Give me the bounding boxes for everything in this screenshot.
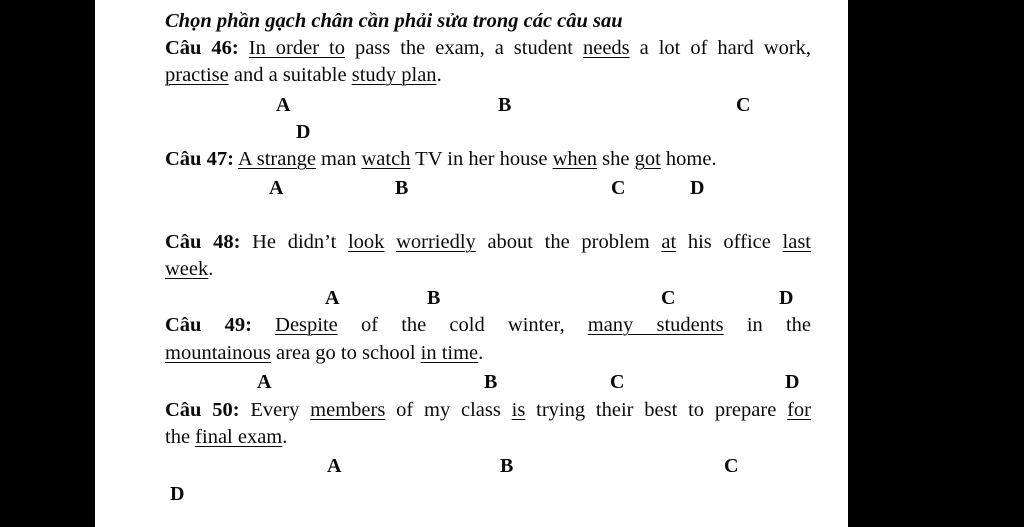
question-49-label: Câu 49: — [165, 314, 252, 336]
q49-option-a-text: Despite — [275, 314, 338, 336]
question-49-line-2: mountainous area go to school in time. — [165, 342, 484, 364]
q47-option-a-text: A strange — [237, 148, 316, 170]
q46-option-a-text: In order to — [248, 37, 345, 59]
question-48-line-2: week. — [165, 258, 214, 280]
question-48-label: Câu 48: — [165, 231, 241, 253]
q49-letter-b: B — [484, 371, 498, 393]
question-46-label: Câu 46: — [165, 37, 239, 59]
q46-option-c-text: practise — [165, 64, 229, 86]
exercise-title: Chọn phần gạch chân cần phải sửa trong các câu sau — [165, 10, 623, 32]
q47-letter-a: A — [269, 177, 284, 199]
q46-option-d-text: study plan — [351, 64, 437, 86]
q48-option-b-text: worriedly — [396, 231, 476, 253]
q46-letter-a: A — [276, 94, 291, 116]
q49-letter-d: D — [785, 371, 800, 393]
q48-option-a-text: look — [347, 231, 385, 253]
q49-letter-a: A — [257, 371, 272, 393]
q50-option-a-text: members — [310, 399, 386, 421]
q48-option-d-text: last — [782, 231, 811, 253]
q49-option-d-text: in time — [420, 342, 479, 364]
q48-letter-a: A — [325, 287, 340, 309]
q48-letter-c: C — [661, 287, 676, 309]
q48-option-d-text-cont: week — [165, 258, 209, 280]
q50-letter-c: C — [724, 455, 739, 477]
q47-letter-b: B — [395, 177, 409, 199]
question-46-line-1: Câu 46: In order to pass the exam, a student needs a lot of hard work, — [165, 37, 812, 59]
q47-option-c-text: when — [552, 148, 597, 170]
q50-letter-d: D — [170, 483, 185, 505]
q50-letter-b: B — [500, 455, 514, 477]
q48-option-c-text: at — [661, 231, 677, 253]
question-48-line-1: Câu 48: He didn’t look worriedly about the problem at his office last — [165, 231, 811, 253]
q50-letter-a: A — [327, 455, 342, 477]
q49-option-b-text: many students — [587, 314, 724, 336]
question-47-label: Câu 47: — [165, 148, 234, 170]
q46-letter-b: B — [498, 94, 512, 116]
q50-option-d-text: final exam — [195, 426, 283, 448]
q47-letter-c: C — [611, 177, 626, 199]
question-47-line-1: Câu 47: A strange man watch TV in her house when she got home. — [165, 148, 717, 170]
q46-letter-d: D — [296, 121, 311, 143]
q49-option-c-text: mountainous — [165, 342, 271, 364]
question-50-line-1: Câu 50: Every members of my class is trying their best to prepare for — [165, 399, 811, 421]
question-50-line-2: the final exam. — [165, 426, 288, 448]
q47-letter-d: D — [690, 177, 705, 199]
question-50-label: Câu 50: — [165, 399, 240, 421]
q46-letter-c: C — [736, 94, 751, 116]
worksheet-page — [95, 0, 848, 527]
q50-option-c-text: for — [787, 399, 811, 421]
q50-option-b-text: is — [511, 399, 526, 421]
question-46-line-2: practise and a suitable study plan. — [165, 64, 442, 86]
q47-option-b-text: watch — [361, 148, 411, 170]
q48-letter-d: D — [779, 287, 794, 309]
q47-option-d-text: got — [634, 148, 661, 170]
q46-option-b-text: needs — [582, 37, 630, 59]
q48-letter-b: B — [427, 287, 441, 309]
question-49-line-1: Câu 49: Despite of the cold winter, many students in the — [165, 314, 812, 336]
q49-letter-c: C — [610, 371, 625, 393]
